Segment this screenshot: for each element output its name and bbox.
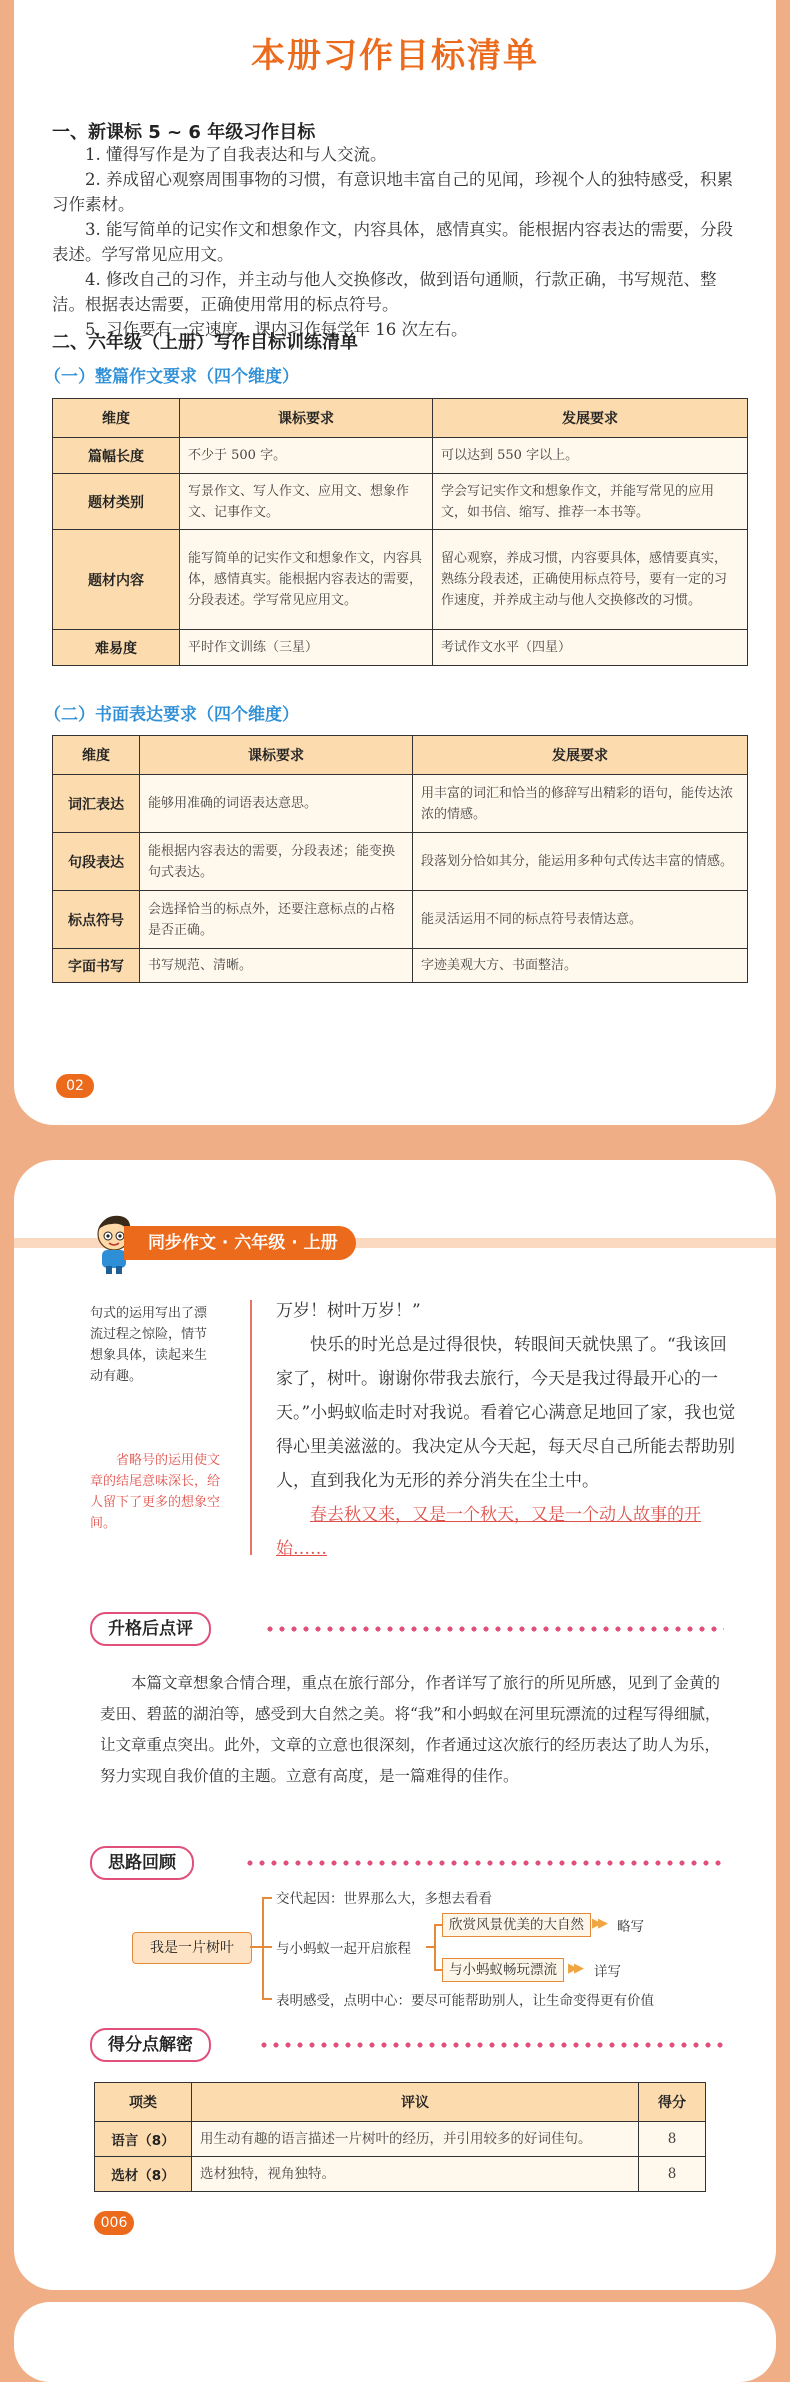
row-label: 标点符号 (53, 891, 140, 949)
table-header: 发展要求 (433, 399, 748, 438)
standard-requirement: 书写规范、清晰。 (140, 949, 413, 983)
connector (426, 1946, 434, 1948)
table-header: 维度 (53, 736, 140, 775)
row-label: 词汇表达 (53, 775, 140, 833)
subsection2-heading: （二）书面表达要求（四个维度） (44, 705, 299, 725)
development-requirement: 留心观察，养成习惯，内容要具体，感情要真实，熟练分段表述，正确使用标点符号，要有一定的习作速度，并养成主动与他人交换修改的习惯。 (433, 530, 748, 630)
standard-requirement: 能写简单的记实作文和想象作文，内容具体，感情真实。能根据内容表达的需要，分段表述。学写常见应用文。 (180, 530, 433, 630)
dotted-rule (258, 2042, 724, 2048)
table-row (53, 775, 748, 833)
table-header: 发展要求 (413, 736, 748, 775)
development-requirement: 能灵活运用不同的标点符号表情达意。 (413, 891, 748, 949)
dotted-rule (244, 1860, 724, 1866)
divider-line (250, 1300, 252, 1555)
standard-requirement: 不少于 500 字。 (180, 438, 433, 474)
table-row (53, 530, 748, 630)
table-row (53, 630, 748, 666)
story-paragraph: 快乐的时光总是过得很快，转眼间天就快黑了。“我该回家了，树叶。谢谢你带我去旅行，今天是我过得最开心的一天。”小蚂蚁临走时对我说。看着它心满意足地回了家，我也觉得心里美滋滋的。我决定从今天起，每天尽自己所能去帮助别人，直到我化为无形的养分消失在尘土中。 (276, 1335, 736, 1491)
goal-item: 1. 懂得写作是为了自我表达和与人交流。 (85, 145, 387, 164)
development-requirement: 学会写记实作文和想象作文，并能写常见的应用文，如书信、缩写、推荐一本书等。 (433, 474, 748, 530)
goal-item: 4. 修改自己的习作，并主动与他人交换修改，做到语句通顺，行款正确，书写规范、整洁。根据表达需要，正确使用常用的标点符号。 (52, 270, 717, 314)
table-header: 课标要求 (180, 399, 433, 438)
subsection1-heading: （一）整篇作文要求（四个维度） (44, 367, 299, 387)
mindmap-heading: 思路回顾 (90, 1846, 194, 1880)
connector (262, 1998, 272, 2000)
standard-requirement: 能根据内容表达的需要，分段表述；能变换句式表达。 (140, 833, 413, 891)
story-line: 万岁！树叶万岁！” (276, 1301, 421, 1321)
review-heading: 升格后点评 (90, 1612, 211, 1646)
score-comment: 用生动有趣的语言描述一片树叶的经历，并引用较多的好词佳句。 (192, 2122, 639, 2157)
row-label: 句段表达 (53, 833, 140, 891)
mindmap-tag: 略写 (617, 1919, 644, 1935)
table-header: 课标要求 (140, 736, 413, 775)
development-requirement: 用丰富的词汇和恰当的修辞写出精彩的语句，能传达浓浓的情感。 (413, 775, 748, 833)
connector (250, 1946, 262, 1948)
page-title: 本册习作目标清单 (251, 36, 539, 76)
development-requirement: 考试作文水平（四星） (433, 630, 748, 666)
row-label: 题材内容 (53, 530, 180, 630)
table-row (53, 833, 748, 891)
table-header: 项类 (95, 2083, 192, 2122)
development-requirement: 可以达到 550 字以上。 (433, 438, 748, 474)
arrow-icon: ▶▶ (568, 1961, 580, 1976)
table-header: 维度 (53, 399, 180, 438)
connector (262, 1897, 272, 1899)
score-heading: 得分点解密 (90, 2028, 211, 2062)
expression-requirements-table (52, 735, 748, 983)
table-row (53, 949, 748, 983)
side-note: 省略号的运用使文章的结尾意味深长，给人留下了更多的想象空间。 (90, 1453, 221, 1531)
connector (262, 1897, 264, 1999)
standard-requirement: 平时作文训练（三星） (180, 630, 433, 666)
table-row (95, 2122, 706, 2157)
dotted-rule (264, 1626, 724, 1632)
goal-item: 2. 养成留心观察周围事物的习惯，有意识地丰富自己的见闻，珍视个人的独特感受，积累习作素材。 (52, 170, 733, 214)
story-text (276, 1294, 736, 1566)
goal-item: 3. 能写简单的记实作文和想象作文，内容具体，感情真实。能根据内容表达的需要，分段表述。学写常见应用文。 (52, 220, 733, 264)
row-label: 字面书写 (53, 949, 140, 983)
goal-item: 5. 习作要有一定速度。课内习作每学年 16 次左右。 (85, 320, 468, 339)
score-table (94, 2082, 706, 2192)
development-requirement: 字迹美观大方、书面整洁。 (413, 949, 748, 983)
table-row (53, 891, 748, 949)
table-header: 评议 (192, 2083, 639, 2122)
page-number: 02 (56, 1074, 94, 1098)
section2-heading: 二、六年级（上册）写作目标训练清单 (52, 332, 358, 353)
table-header: 得分 (639, 2083, 706, 2122)
connector (434, 1924, 436, 1970)
mindmap-sub: 与小蚂蚁畅玩漂流 (442, 1958, 564, 1982)
next-page-card (14, 2302, 776, 2382)
page-02-card (14, 0, 776, 1125)
table-row (95, 2157, 706, 2192)
score-value: 8 (639, 2122, 706, 2157)
row-label: 篇幅长度 (53, 438, 180, 474)
mindmap-root: 我是一片树叶 (132, 1932, 252, 1964)
story-ending-text: 春去秋又来，又是一个秋天，又是一个动人故事的开始…… (276, 1505, 701, 1559)
row-label: 题材类别 (53, 474, 180, 530)
writing-requirements-table (52, 398, 748, 666)
connector (434, 1924, 442, 1926)
connector (434, 1969, 442, 1971)
review-text: 本篇文章想象合情合理，重点在旅行部分，作者详写了旅行的所见所感，见到了金黄的麦田、碧蓝的湖泊等，感受到大自然之美。将“我”和小蚂蚁在河里玩漂流的过程写得细腻，让文章重点突出。此外，文章的立意也很深刻，作者通过这次旅行的经历表达了助人为乐，努力实现自我价值的主题。立意有高度，是一篇难得的佳作。 (100, 1674, 721, 1785)
score-item: 语言（8） (95, 2122, 192, 2157)
story-ending (276, 1498, 736, 1566)
side-note: 句式的运用写出了漂流过程之惊险，情节想象具体，读起来生动有趣。 (90, 1306, 208, 1384)
row-label: 难易度 (53, 630, 180, 666)
score-value: 8 (639, 2157, 706, 2192)
score-item: 选材（8） (95, 2157, 192, 2192)
table-row (53, 474, 748, 530)
arrow-icon: ▶▶ (592, 1916, 604, 1931)
mindmap-branch: 与小蚂蚁一起开启旅程 (276, 1941, 411, 1957)
section1-list (52, 142, 742, 342)
table-row (53, 438, 748, 474)
mindmap-branch: 表明感受，点明中心：要尽可能帮助别人，让生命变得更有价值 (276, 1993, 654, 2009)
chapter-banner: 同步作文 · 六年级 · 上册 (124, 1226, 356, 1260)
standard-requirement: 写景作文、写人作文、应用文、想象作文、记事作文。 (180, 474, 433, 530)
score-comment: 选材独特，视角独特。 (192, 2157, 639, 2192)
mindmap-branch: 交代起因：世界那么大，多想去看看 (276, 1891, 492, 1907)
standard-requirement: 能够用准确的词语表达意思。 (140, 775, 413, 833)
mindmap-tag: 详写 (594, 1964, 621, 1980)
development-requirement: 段落划分恰如其分，能运用多种句式传达丰富的情感。 (413, 833, 748, 891)
page-006-card (14, 1160, 776, 2290)
mindmap-sub: 欣赏风景优美的大自然 (442, 1913, 591, 1937)
standard-requirement: 会选择恰当的标点外，还要注意标点的占格是否正确。 (140, 891, 413, 949)
page-number: 006 (94, 2211, 134, 2235)
section1-heading: 一、新课标 5 ~ 6 年级习作目标 (52, 122, 316, 143)
connector (262, 1946, 272, 1948)
